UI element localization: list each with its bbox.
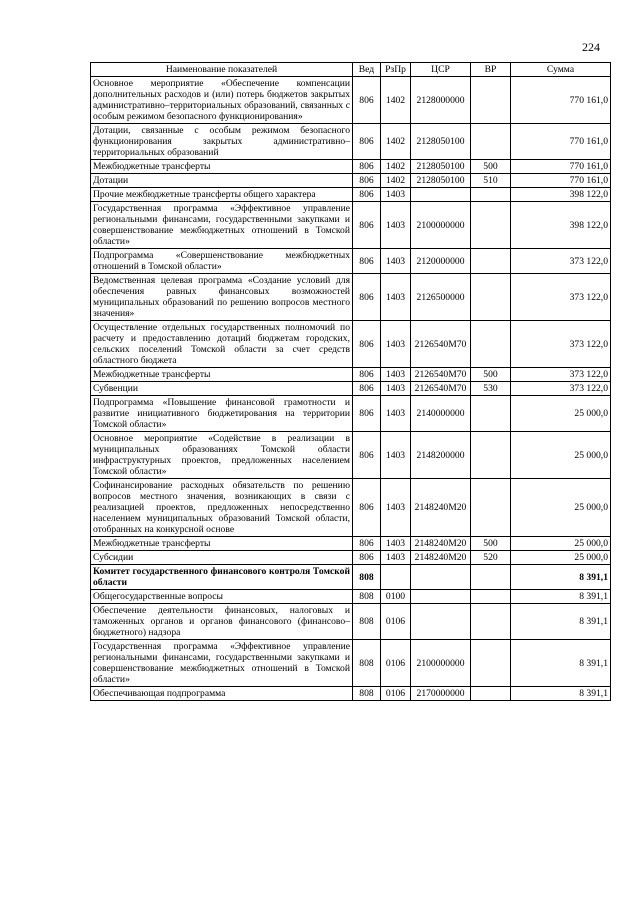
table-row [91,565,611,590]
cell-ved: 808 [353,640,381,687]
cell-rzpr: 0106 [381,604,411,640]
table-row [91,321,611,368]
table-row [91,274,611,321]
cell-csr: 2140000000 [411,396,471,432]
cell-name: Софинансирование расходных обязательств по решению вопросов местного значения, возникающих в связи с реализацией проектов, предложенных непосредственно населением муниципальных образований Томской области, отобранных на конкурсной основе [91,479,353,537]
cell-rzpr [381,565,411,590]
cell-rzpr: 0100 [381,590,411,604]
cell-csr: 2148240M20 [411,551,471,565]
cell-name: Государственная программа «Эффективное управление региональными финансами, государственными закупками и совершенствование межбюджетных отношений в Томской области» [91,640,353,687]
cell-name: Основное мероприятие «Содействие в реализации в муниципальных образованиях Томской области инфраструктурных проектов, предложенных населением Томской области» [91,432,353,479]
table-row [91,160,611,174]
cell-vr [471,640,511,687]
table-row [91,604,611,640]
cell-csr: 2148200000 [411,432,471,479]
cell-ved: 808 [353,565,381,590]
cell-rzpr: 1402 [381,174,411,188]
cell-rzpr: 1403 [381,202,411,249]
cell-sum: 770 161,0 [511,77,611,124]
cell-sum: 8 391,1 [511,687,611,701]
table-row [91,479,611,537]
cell-ved: 806 [353,479,381,537]
table-row [91,202,611,249]
cell-vr [471,188,511,202]
cell-sum: 8 391,1 [511,640,611,687]
cell-vr [471,396,511,432]
cell-vr [471,249,511,274]
cell-csr: 2148240M20 [411,479,471,537]
cell-name: Подпрограмма «Совершенствование межбюджетных отношений в Томской области» [91,249,353,274]
cell-csr: 2148240M20 [411,537,471,551]
cell-csr: 2100000000 [411,640,471,687]
table-row [91,188,611,202]
cell-vr: 500 [471,368,511,382]
table-row [91,687,611,701]
cell-rzpr: 1403 [381,274,411,321]
cell-ved: 808 [353,687,381,701]
table-row [91,396,611,432]
cell-csr [411,565,471,590]
cell-ved: 808 [353,590,381,604]
cell-name: Ведомственная целевая программа «Создание условий для обеспечения равных финансовых возможностей муниципальных образований по решению вопросов местного значения» [91,274,353,321]
cell-rzpr: 1403 [381,321,411,368]
cell-vr [471,124,511,160]
cell-sum: 770 161,0 [511,160,611,174]
cell-rzpr: 1402 [381,160,411,174]
cell-name: Межбюджетные трансферты [91,368,353,382]
cell-name: Прочие межбюджетные трансферты общего характера [91,188,353,202]
cell-sum: 373 122,0 [511,274,611,321]
cell-sum: 373 122,0 [511,368,611,382]
cell-vr: 500 [471,537,511,551]
cell-csr [411,604,471,640]
table-row [91,124,611,160]
cell-vr [471,590,511,604]
table-row [91,432,611,479]
cell-sum: 8 391,1 [511,565,611,590]
cell-vr: 530 [471,382,511,396]
cell-sum: 770 161,0 [511,124,611,160]
cell-ved: 806 [353,432,381,479]
header-vr: ВР [471,63,511,77]
cell-csr: 2126500000 [411,274,471,321]
table-row [91,368,611,382]
cell-name: Осуществление отдельных государственных полномочий по расчету и предоставлению дотаций бюджетам городских, сельских поселений Томской области за счет средств областного бюджета [91,321,353,368]
cell-sum: 25 000,0 [511,551,611,565]
table-row [91,590,611,604]
cell-vr [471,202,511,249]
cell-sum: 25 000,0 [511,432,611,479]
cell-csr: 2128050100 [411,160,471,174]
budget-table [90,62,611,701]
cell-name: Субвенции [91,382,353,396]
cell-sum: 8 391,1 [511,590,611,604]
cell-ved: 806 [353,202,381,249]
cell-name: Дотации, связанные с особым режимом безопасного функционирования закрытых административно–территориальных образований [91,124,353,160]
cell-vr: 520 [471,551,511,565]
cell-csr: 2100000000 [411,202,471,249]
cell-vr [471,274,511,321]
table-row [91,537,611,551]
header-sum: Сумма [511,63,611,77]
header-rzpr: РзПр [381,63,411,77]
table-header-row [91,63,611,77]
cell-name: Межбюджетные трансферты [91,160,353,174]
cell-sum: 373 122,0 [511,321,611,368]
cell-rzpr: 1403 [381,368,411,382]
table-row [91,382,611,396]
cell-rzpr: 1403 [381,382,411,396]
cell-sum: 25 000,0 [511,396,611,432]
table-row [91,174,611,188]
cell-vr [471,687,511,701]
cell-ved: 808 [353,604,381,640]
cell-vr: 510 [471,174,511,188]
table-body [91,77,611,701]
cell-sum: 8 391,1 [511,604,611,640]
cell-csr: 2170000000 [411,687,471,701]
cell-rzpr: 0106 [381,640,411,687]
cell-name: Обеспечивающая подпрограмма [91,687,353,701]
header-ved: Вед [353,63,381,77]
cell-ved: 806 [353,551,381,565]
cell-name: Комитет государственного финансового контроля Томской области [91,565,353,590]
cell-csr: 2128000000 [411,77,471,124]
cell-sum: 770 161,0 [511,174,611,188]
cell-ved: 806 [353,274,381,321]
cell-rzpr: 1403 [381,432,411,479]
cell-rzpr: 1403 [381,396,411,432]
table-row [91,77,611,124]
cell-vr [471,479,511,537]
cell-name: Субсидии [91,551,353,565]
cell-name: Межбюджетные трансферты [91,537,353,551]
cell-csr [411,590,471,604]
cell-csr: 2128050100 [411,174,471,188]
header-name: Наименование показателей [91,63,353,77]
cell-sum: 373 122,0 [511,382,611,396]
cell-sum: 398 122,0 [511,188,611,202]
cell-ved: 806 [353,368,381,382]
cell-name: Обеспечение деятельности финансовых, налоговых и таможенных органов и органов финансового (финансово–бюджетного) надзора [91,604,353,640]
header-csr: ЦСР [411,63,471,77]
cell-name: Основное мероприятие «Обеспечение компенсации дополнительных расходов и (или) потерь бюджетов закрытых административно–территориальных образований, связанных с особым режимом безопасного функционирования» [91,77,353,124]
cell-ved: 806 [353,321,381,368]
cell-ved: 806 [353,396,381,432]
cell-csr: 2120000000 [411,249,471,274]
cell-ved: 806 [353,174,381,188]
cell-ved: 806 [353,160,381,174]
cell-csr: 2126540M70 [411,368,471,382]
cell-name: Общегосударственные вопросы [91,590,353,604]
cell-sum: 25 000,0 [511,537,611,551]
cell-rzpr: 1403 [381,188,411,202]
table-row [91,640,611,687]
cell-ved: 806 [353,537,381,551]
cell-csr: 2126540M70 [411,382,471,396]
cell-rzpr: 0106 [381,687,411,701]
cell-ved: 806 [353,382,381,396]
cell-rzpr: 1403 [381,249,411,274]
cell-rzpr: 1403 [381,551,411,565]
cell-ved: 806 [353,124,381,160]
cell-ved: 806 [353,249,381,274]
cell-ved: 806 [353,188,381,202]
cell-csr: 2128050100 [411,124,471,160]
cell-csr [411,188,471,202]
table-row [91,551,611,565]
cell-sum: 25 000,0 [511,479,611,537]
cell-sum: 373 122,0 [511,249,611,274]
cell-vr [471,77,511,124]
cell-name: Государственная программа «Эффективное управление региональными финансами, государственными закупками и совершенствование межбюджетных отношений в Томской области» [91,202,353,249]
cell-csr: 2126540M70 [411,321,471,368]
cell-rzpr: 1403 [381,537,411,551]
cell-vr [471,321,511,368]
cell-sum: 398 122,0 [511,202,611,249]
cell-rzpr: 1402 [381,124,411,160]
cell-rzpr: 1402 [381,77,411,124]
cell-vr [471,432,511,479]
cell-vr [471,565,511,590]
table-row [91,249,611,274]
cell-rzpr: 1403 [381,479,411,537]
page-number: 224 [582,40,600,54]
cell-vr [471,604,511,640]
cell-vr: 500 [471,160,511,174]
cell-name: Дотации [91,174,353,188]
cell-ved: 806 [353,77,381,124]
cell-name: Подпрограмма «Повышение финансовой грамотности и развитие инициативного бюджетирования на территории Томской области» [91,396,353,432]
